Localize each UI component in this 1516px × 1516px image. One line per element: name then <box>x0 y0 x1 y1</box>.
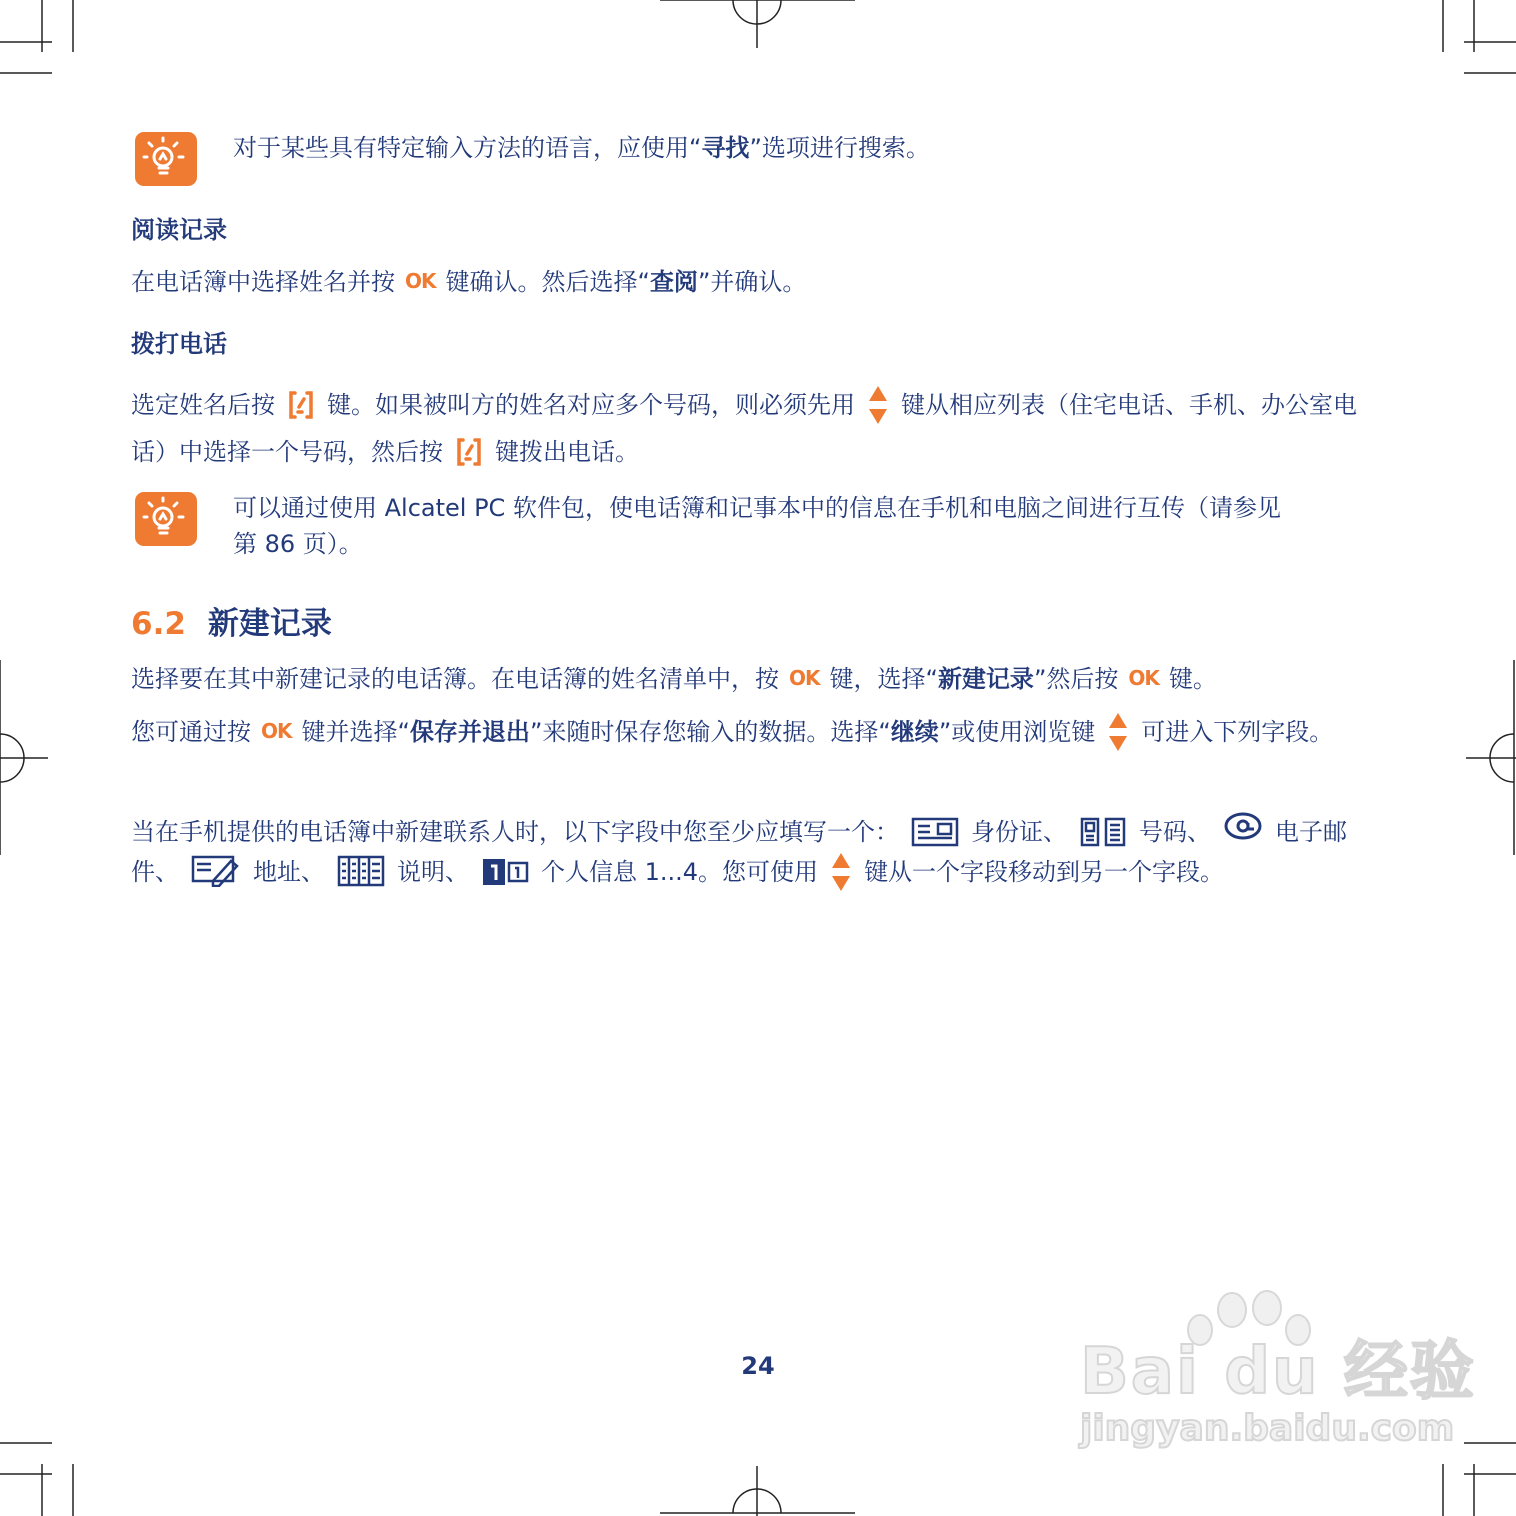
ok-key-icon: OK <box>405 269 436 293</box>
ok-key-icon: OK <box>261 719 292 743</box>
watermark-url: jingyan.baidu.com <box>1080 1408 1455 1449</box>
send-key-icon <box>455 437 483 467</box>
personal-info-icon <box>481 857 529 887</box>
read-heading: 阅读记录 <box>131 216 227 244</box>
tip2-text: 可以通过使用 Alcatel PC 软件包，使电话簿和记事本中的信息在手机和电脑之间进行互传（请参见 第 86 页）。 <box>233 494 1281 558</box>
nav-updown-icon <box>867 385 889 425</box>
tip-icon <box>135 492 197 546</box>
section-title: 6.2 新建记录 <box>131 606 332 642</box>
call-heading: 拨打电话 <box>131 330 227 358</box>
watermark-brand: Bai du 经验 <box>1080 1335 1476 1409</box>
lightbulb-icon <box>135 132 197 186</box>
phone-number-icon <box>1079 817 1127 847</box>
read-paragraph: 在电话簿中选择姓名并按 OK 键确认。然后选择“查阅”并确认。 <box>131 258 1391 306</box>
id-card-icon <box>911 817 959 847</box>
address-icon <box>191 853 241 887</box>
lightbulb-icon <box>135 492 197 546</box>
send-key-icon <box>287 390 315 420</box>
new-record-paragraph-2: 您可通过按 OK 键并选择“保存并退出”来随时保存您输入的数据。选择“继续”或使用浏览键 可进入下列字段。 <box>131 712 1391 752</box>
page-number: 24 <box>741 1352 775 1380</box>
nav-updown-icon <box>1107 712 1129 752</box>
ok-key-icon: OK <box>789 666 820 690</box>
call-paragraph: 选定姓名后按 键。如果被叫方的姓名对应多个号码，则必须先用 键从相应列表（住宅电话、手机、办公室电话）中选择一个号码，然后按 键拨出电话。 <box>131 382 1391 476</box>
new-record-paragraph-1: 选择要在其中新建记录的电话簿。在电话簿的姓名清单中，按 OK 键，选择“新建记录”然后按 OK 键。 <box>131 655 1391 703</box>
tip1-text: 对于某些具有特定输入方法的语言，应使用“寻找”选项进行搜索。 <box>233 134 930 162</box>
new-record-paragraph-3: 当在手机提供的电话簿中新建联系人时，以下字段中您至少应填写一个： 身份证、 号码、 电子邮件、 地址、 说明、 个人信息 1...4。您可使用 键从一个字段移动到另一个字段。 <box>131 810 1391 892</box>
ok-key-icon: OK <box>1128 666 1159 690</box>
tip-icon <box>135 132 197 186</box>
description-icon <box>337 855 385 887</box>
email-icon <box>1223 810 1263 842</box>
nav-updown-icon <box>830 852 852 892</box>
